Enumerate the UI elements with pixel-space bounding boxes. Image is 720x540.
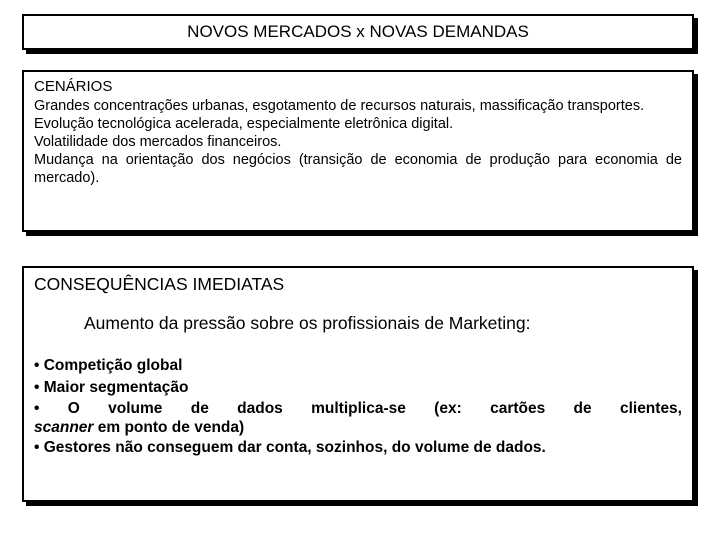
- consequencias-heading: CONSEQUÊNCIAS IMEDIATAS: [34, 274, 285, 294]
- bullet-continuation-text: em ponto de venda): [93, 419, 245, 436]
- bullet-list: [34, 355, 682, 459]
- consequencias-subheading: Aumento da pressão sobre os profissionais de Marketing:: [84, 313, 531, 333]
- bullet-item: • Gestores não conseguem dar conta, sozinhos, do volume de dados.: [34, 439, 546, 456]
- cenarios-item: Evolução tecnológica acelerada, especialmente eletrônica digital.: [34, 116, 454, 132]
- bullet-item: • Maior segmentação: [34, 379, 189, 396]
- bullet-item: • O volume de dados multiplica-se (ex: cartões de clientes,: [34, 400, 682, 417]
- cenarios-item: Grandes concentrações urbanas, esgotamento de recursos naturais, massificação transportes.: [34, 98, 645, 114]
- bullet-item: • Competição global: [34, 357, 183, 374]
- scanner-term: scanner: [34, 419, 94, 436]
- title-box: [22, 14, 694, 50]
- bullet-item-continuation: [34, 419, 682, 437]
- cenarios-item: Mudança na orientação dos negócios (transição de economia de produção para economia de mercado).: [34, 152, 682, 186]
- cenarios-item: Volatilidade dos mercados financeiros.: [34, 134, 282, 150]
- consequencias-box: [22, 266, 694, 502]
- cenarios-heading: CENÁRIOS: [34, 78, 113, 95]
- cenarios-box: [22, 70, 694, 232]
- page-title: NOVOS MERCADOS x NOVAS DEMANDAS: [187, 22, 529, 41]
